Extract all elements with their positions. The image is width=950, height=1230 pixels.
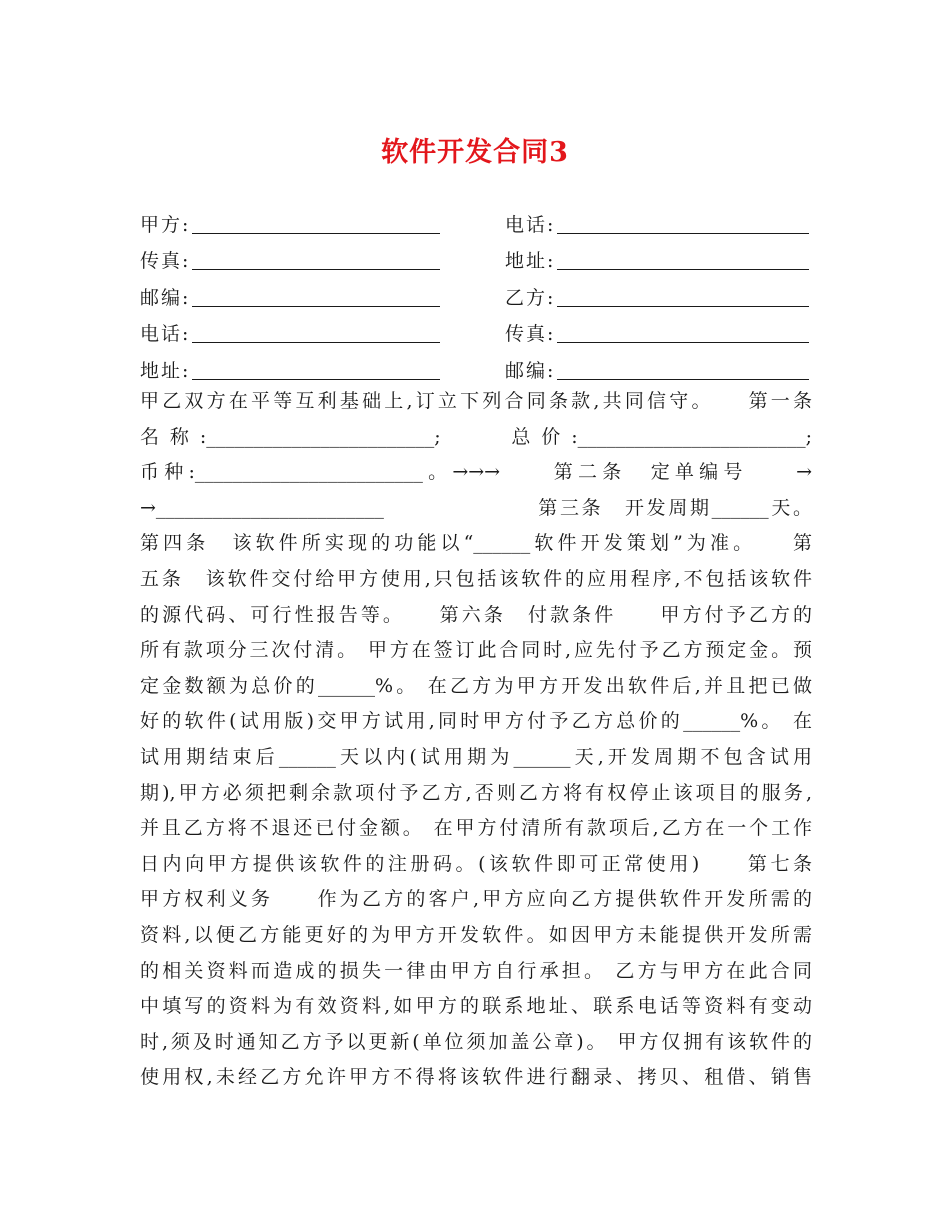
text-line: 日内向甲方提供该软件的注册码。(该软件即可正常使用) 第七条 (140, 852, 812, 875)
blank-line (557, 249, 809, 270)
blank-line (557, 359, 809, 380)
field-label: 电话: (140, 323, 191, 346)
blank-line (192, 359, 440, 380)
blank-line (192, 249, 440, 270)
field-cell (505, 246, 815, 273)
document-title: 软件开发合同3 (381, 137, 569, 168)
text-line: 时,须及时通知乙方予以更新(单位须加盖公章)。 甲方仅拥有该软件的 (140, 1030, 812, 1053)
text-line: 所有款项分三次付清。 甲方在签订此合同时,应先付予乙方预定金。预 (140, 639, 812, 662)
blank-line (557, 322, 809, 343)
text-line: 定金数额为总价的______%。 在乙方为甲方开发出软件后,并且把已做 (140, 674, 812, 697)
text-line: 五条 该软件交付给甲方使用,只包括该软件的应用程序,不包括该软件 (140, 567, 812, 590)
field-row (140, 315, 820, 352)
field-label: 电话: (505, 213, 556, 236)
text-line: 中填写的资料为有效资料,如甲方的联系地址、联系电话等资料有变动 (140, 995, 812, 1018)
text-line: 的源代码、可行性报告等。 第六条 付款条件 甲方付予乙方的 (140, 603, 812, 626)
field-label: 乙方: (505, 286, 556, 309)
field-row (140, 278, 820, 315)
field-cell (140, 283, 505, 310)
field-label: 邮编: (140, 286, 191, 309)
text-line: 并且乙方将不退还已付金额。 在甲方付清所有款项后,乙方在一个工作 (140, 817, 812, 840)
text-line: 第四条 该软件所实现的功能以“______软件开发策划”为准。 第 (140, 532, 812, 555)
blank-line (557, 213, 809, 234)
field-row (140, 351, 820, 388)
field-row (140, 205, 820, 242)
field-cell (140, 319, 505, 346)
field-label: 传真: (140, 250, 191, 273)
field-cell (505, 283, 815, 310)
field-cell (140, 246, 505, 273)
blank-line (192, 286, 440, 307)
blank-line (557, 286, 809, 307)
text-line: 甲方权利义务 作为乙方的客户,甲方应向乙方提供软件开发所需的 (140, 888, 812, 911)
text-line: 币种:________________________。→→→ 第二条 定单编号 → (140, 461, 812, 484)
field-cell (505, 210, 815, 237)
field-label: 地址: (140, 359, 191, 382)
text-line: 好的软件(试用版)交甲方试用,同时甲方付予乙方总价的______%。 在 (140, 710, 812, 733)
text-line: 资料,以便乙方能更好的为甲方开发软件。如因甲方未能提供开发所需 (140, 923, 812, 946)
blank-line (192, 213, 440, 234)
text-line: 试用期结束后______天以内(试用期为______天,开发周期不包含试用 (140, 745, 812, 768)
field-row (140, 242, 820, 279)
field-cell (140, 356, 505, 383)
field-cell (505, 319, 815, 346)
field-label: 传真: (505, 323, 556, 346)
field-label: 地址: (505, 250, 556, 273)
contract-body (140, 384, 812, 1096)
text-line: 甲乙双方在平等互利基础上,订立下列合同条款,共同信守。 第一条 (140, 390, 812, 412)
field-cell (140, 210, 505, 237)
field-label: 甲方: (140, 213, 191, 236)
text-line: 名称:________________________; 总价:________________________; (140, 425, 812, 448)
text-line: →________________________ 第三条 开发周期______天。 (140, 496, 812, 519)
party-info-fields (140, 205, 820, 388)
text-line: 期),甲方必须把剩余款项付予乙方,否则乙方将有权停止该项目的服务, (140, 781, 812, 804)
text-line: 使用权,未经乙方允许甲方不得将该软件进行翻录、拷贝、租借、销售 (140, 1066, 812, 1089)
blank-line (192, 322, 440, 343)
field-cell (505, 356, 815, 383)
field-label: 邮编: (505, 359, 556, 382)
text-line: 的相关资料而造成的损失一律由甲方自行承担。 乙方与甲方在此合同 (140, 959, 812, 982)
